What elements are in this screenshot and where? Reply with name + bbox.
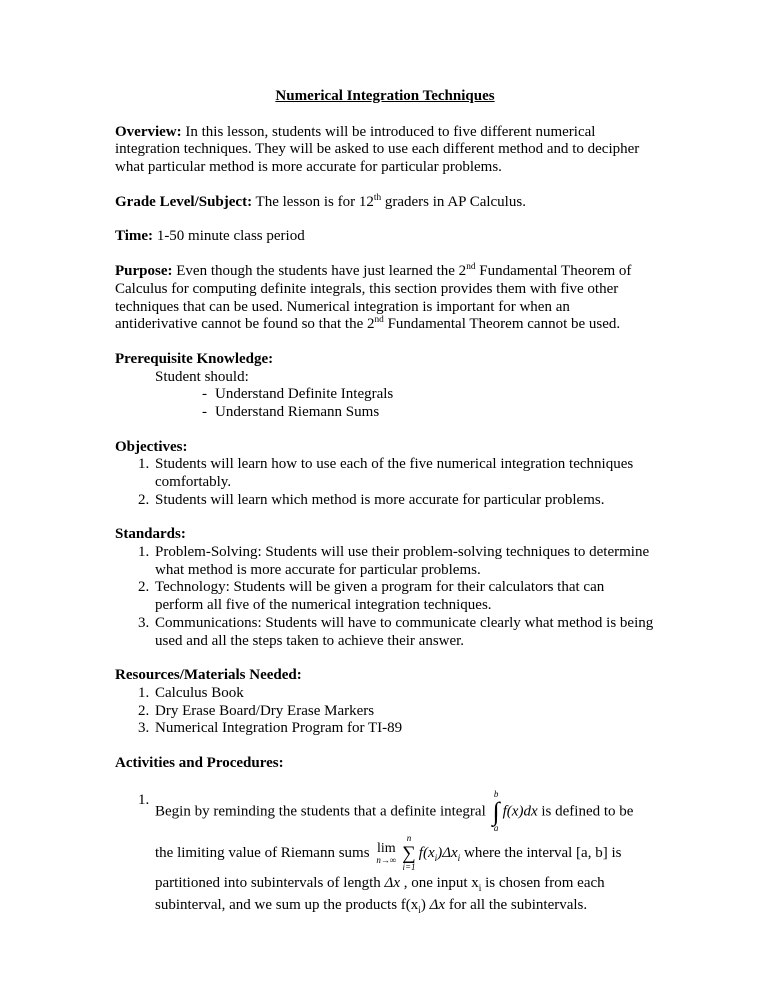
standards-item-text: Technology: Students will be given a program for their calculators that can perform all five of the numerical integration techniques.: [155, 579, 605, 614]
objectives-item-text: Students will learn which method is more accurate for particular problems.: [155, 491, 605, 508]
delta-x-symbol: Δx: [384, 874, 401, 891]
time-label: Time:: [115, 228, 154, 245]
overview-paragraph: [115, 124, 655, 177]
standards-item: [115, 615, 655, 650]
prerequisite-item: [115, 386, 655, 404]
prerequisite-item-text: Understand Riemann Sums: [215, 403, 380, 420]
objectives-section: [115, 439, 655, 510]
standards-item-text: Problem-Solving: Students will use their problem-solving techniques to determine what method is more accurate for particular problems.: [155, 544, 650, 578]
objectives-label: Objectives:: [115, 438, 188, 455]
prerequisite-intro: Student should:: [155, 368, 249, 385]
standards-item: [115, 544, 655, 579]
prerequisite-item: [115, 404, 655, 422]
objectives-item: [115, 492, 655, 510]
prerequisite-label: Prerequisite Knowledge:: [115, 350, 274, 367]
purpose-text-2: Fundamental Theorem of Calculus for computing definite integrals, this section provides them with five other techniques that can be used. Numerical integration is important for when an antiderivative cannot be found so that the 2: [115, 263, 632, 333]
summand-term-1: f(x: [418, 844, 435, 861]
overview-label: Overview:: [115, 123, 182, 140]
list-number: 2.: [138, 702, 150, 719]
purpose-text-3: Fundamental Theorem cannot be used.: [383, 316, 621, 333]
resources-item-text: Numerical Integration Program for TI-89: [155, 720, 403, 737]
activities-item-1: [115, 790, 655, 917]
input-subscript: i: [478, 883, 482, 894]
limit-subscript: n→∞: [376, 854, 397, 865]
purpose-label: Purpose:: [115, 263, 173, 280]
objectives-item: [115, 456, 655, 491]
objectives-item-text: Students will learn how to use each of the five numerical integration techniques comfortably.: [155, 456, 634, 490]
integral-integrand: f(x)dx: [502, 803, 538, 820]
summation-sign-icon: ∑: [402, 842, 416, 864]
grade-text-post: graders in AP Calculus.: [381, 193, 526, 210]
overview-text: In this lesson, students will be introduced to five different numerical integration techniques. They will be asked to use each different method and to decipher what particular method is more accurate for particular problems.: [115, 123, 640, 176]
delta-x-symbol-2: Δx: [429, 896, 446, 913]
activities-run-5: is chosen from each subinterval, and we sum up the products f(x: [155, 874, 605, 913]
list-number: 3.: [138, 720, 150, 737]
limit-word: lim: [376, 840, 396, 856]
summation-upper: n: [406, 833, 412, 844]
standards-item-text: Communications: Students will have to communicate clearly what method is being used and all the steps taken to achieve their answer.: [155, 614, 654, 649]
purpose-ordinal-superscript-1: nd: [466, 262, 476, 273]
time-text: 1-50 minute class period: [153, 228, 305, 245]
product-subscript: i: [418, 905, 421, 916]
summation-operator: [402, 834, 416, 873]
activities-label: Activities and Procedures:: [115, 754, 284, 771]
grade-ordinal-superscript: th: [373, 192, 382, 203]
list-number: 1.: [138, 791, 150, 808]
list-number: 2.: [138, 579, 150, 596]
summation-lower: i=1: [402, 861, 416, 872]
prerequisite-item-text: Understand Definite Integrals: [215, 386, 394, 403]
resources-item-text: Dry Erase Board/Dry Erase Markers: [155, 702, 375, 719]
integral-upper-limit: b: [493, 788, 499, 799]
purpose-ordinal-superscript-2: nd: [374, 315, 384, 326]
resources-item: [115, 703, 655, 721]
activities-section: [115, 755, 655, 916]
resources-section: [115, 667, 655, 738]
resources-item: [115, 720, 655, 738]
prerequisite-section: [115, 351, 655, 422]
time-paragraph: [115, 228, 655, 246]
resources-item: [115, 685, 655, 703]
summand-term-2: )Δx: [437, 844, 458, 861]
dash-bullet: -: [202, 403, 207, 420]
purpose-paragraph: [115, 263, 655, 334]
document-title: Numerical Integration Techniques: [275, 88, 495, 104]
grade-text-pre: The lesson is for 12: [252, 193, 374, 210]
integral-lower-limit: a: [493, 823, 499, 834]
resources-item-text: Calculus Book: [155, 684, 244, 701]
list-number: 1.: [138, 684, 150, 701]
summand-subscript-1: i: [434, 853, 438, 864]
list-number: 3.: [138, 614, 150, 631]
activities-run-7: for all the subintervals.: [445, 896, 588, 913]
limit-operator: [376, 842, 396, 866]
standards-section: [115, 526, 655, 650]
grade-paragraph: [115, 194, 655, 212]
list-number: 1.: [138, 456, 150, 473]
grade-label: Grade Level/Subject:: [115, 193, 253, 210]
activities-run-2: is defined to be the limiting value of Riemann sums: [155, 803, 634, 861]
summand-subscript-2: i: [457, 853, 461, 864]
activities-run-4: , one input x: [400, 874, 479, 891]
standards-item: [115, 579, 655, 614]
purpose-text-1: Even though the students have just learned the 2: [172, 263, 467, 280]
definite-integral-formula: [493, 790, 500, 834]
list-number: 1.: [138, 544, 150, 561]
integral-sign-icon: ∫: [492, 796, 500, 826]
standards-label: Standards:: [115, 526, 186, 543]
dash-bullet: -: [202, 386, 207, 403]
list-number: 2.: [138, 491, 150, 508]
activities-run-3: where the interval [a, b] is partitioned into subintervals of length: [155, 844, 622, 891]
resources-label: Resources/Materials Needed:: [115, 667, 302, 684]
activities-run-1: Begin by reminding the students that a definite integral: [155, 803, 490, 820]
activities-run-6: ): [420, 896, 430, 913]
